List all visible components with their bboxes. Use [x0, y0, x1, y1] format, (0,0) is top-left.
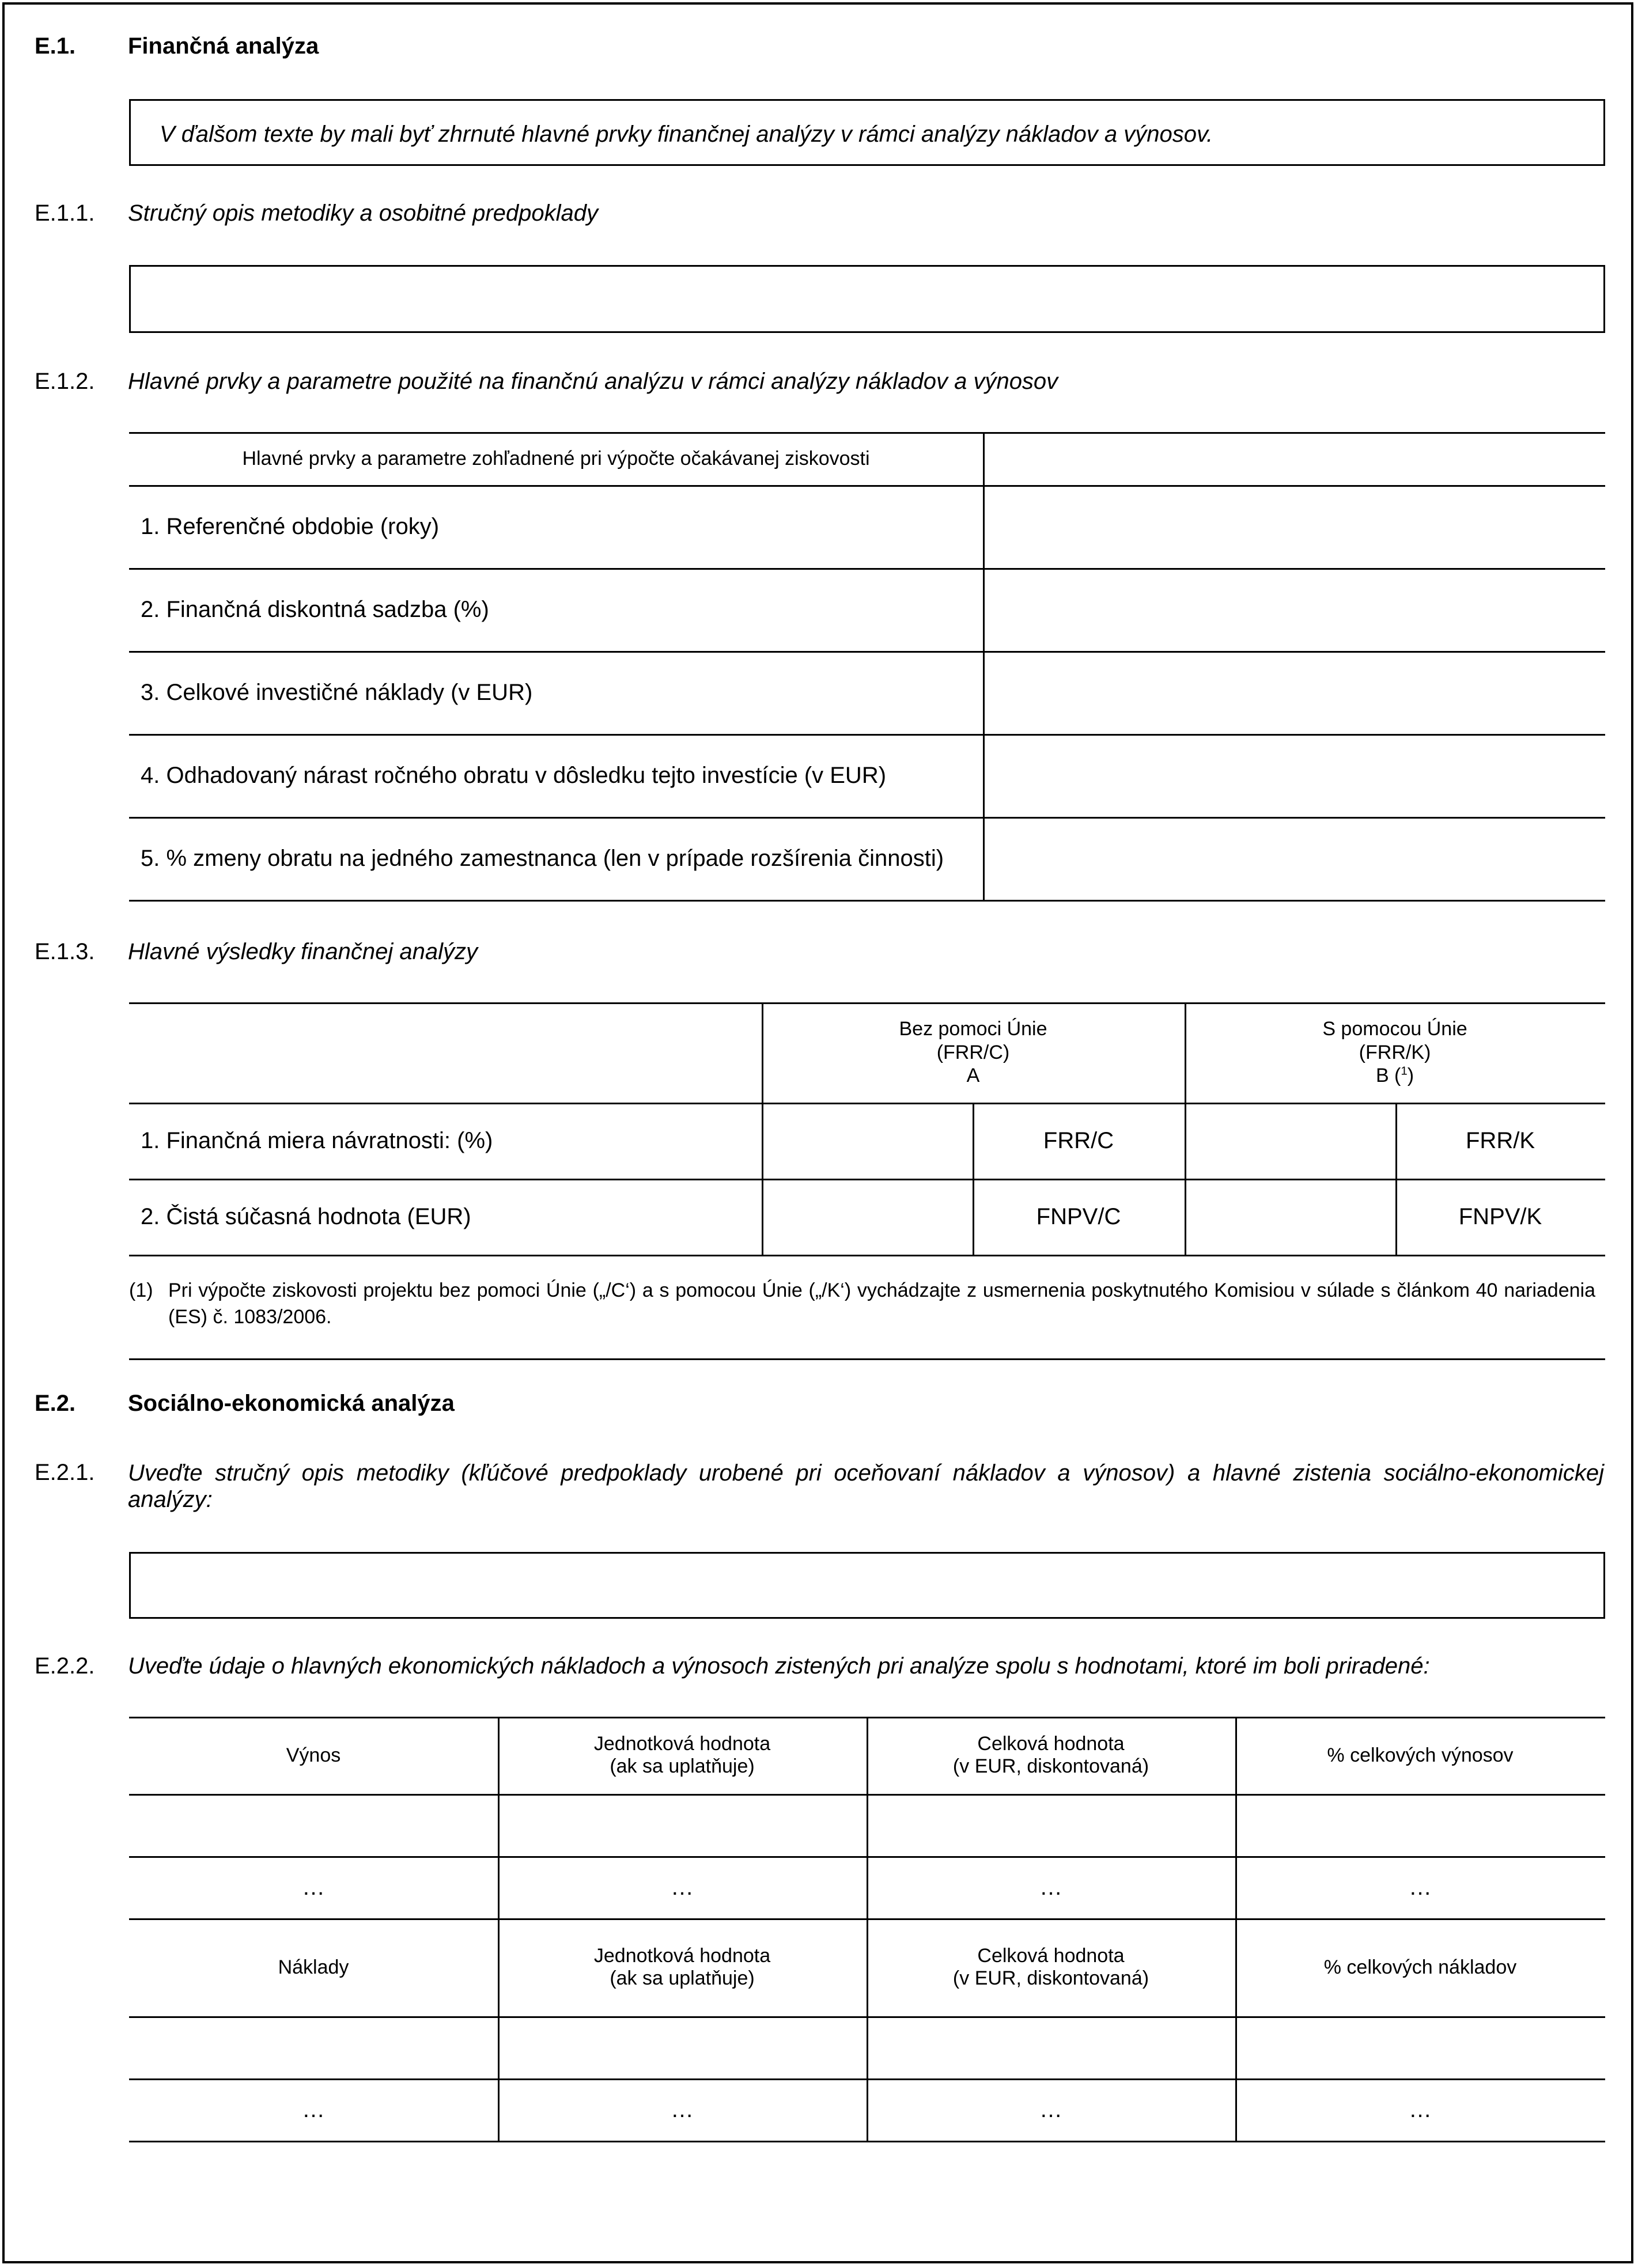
- e12-table-header: Hlavné prvky a parametre zohľadnené pri výpočte očakávanej ziskovosti: [242, 447, 870, 469]
- e13-col-b-header: [1185, 1002, 1605, 1103]
- e13-col-b-line1: S pomocou Únie: [1322, 1017, 1467, 1040]
- e12-row-1-value[interactable]: [985, 487, 1605, 568]
- e12-row-1-label: 1. Referenčné obdobie (roky): [141, 513, 440, 539]
- section-e22-number: E.2.2.: [35, 1653, 95, 1679]
- section-e1-number: E.1.: [35, 33, 76, 59]
- e13-row-1-a-label: FRR/C: [1043, 1127, 1114, 1153]
- section-e12-title: Hlavné prvky a parametre použité na finančnú analýzu v rámci analýzy nákladov a výnosov: [128, 369, 1058, 394]
- revenue-row-1-cell-3[interactable]: [868, 1796, 1235, 1856]
- e13-footnote-text: Pri výpočte ziskovosti projektu bez pomoci Únie („/C‘) a s pomocou Únie („/K‘) vychádzajte z usmernenia poskytnutého Komisiou v súlade s článkom 40 nariadenia (ES) č. 1083/2006.: [168, 1279, 1595, 1328]
- e13-col-b-footnote-ref: 1: [1401, 1065, 1408, 1078]
- cost-header-col1: Náklady: [278, 1956, 349, 1978]
- revenue-ellipsis-4: …: [1409, 1874, 1432, 1900]
- section-e21-number: E.2.1.: [35, 1460, 95, 1485]
- e12-row-3-label: 3. Celkové investičné náklady (v EUR): [141, 679, 533, 705]
- e11-input-box[interactable]: [129, 265, 1605, 333]
- e13-row-2-b-label: FNPV/K: [1458, 1203, 1542, 1229]
- e13-row-2-b-value[interactable]: [1186, 1180, 1395, 1255]
- e21-input-box[interactable]: [129, 1552, 1605, 1619]
- cost-header-col2: Jednotková hodnota (ak sa uplatňuje): [593, 1945, 771, 1989]
- e13-row-2-label: 2. Čistá súčasná hodnota (EUR): [141, 1203, 471, 1229]
- section-e12-number: E.1.2.: [35, 369, 95, 394]
- e13-row-1-b-value[interactable]: [1186, 1104, 1395, 1179]
- section-e11-number: E.1.1.: [35, 200, 95, 226]
- e13-row-1-a-value[interactable]: [763, 1104, 973, 1179]
- e12-row-4-label: 4. Odhadovaný nárast ročného obratu v dôsledku tejto investície (v EUR): [141, 762, 887, 788]
- e12-row-2-value[interactable]: [985, 570, 1605, 651]
- e12-row-5-label: 5. % zmeny obratu na jedného zamestnanca (len v prípade rozšírenia činnosti): [141, 845, 944, 871]
- revenue-row-1-cell-1[interactable]: [131, 1796, 498, 1856]
- revenue-ellipsis-3: …: [1039, 1874, 1062, 1900]
- e1-info-text: V ďalšom texte by mali byť zhrnuté hlavné prvky finančnej analýzy v rámci analýzy nákladov a výnosov.: [160, 122, 1213, 147]
- cost-header-col4: % celkových nákladov: [1323, 1956, 1517, 1978]
- e13-col-a-line1: Bez pomoci Únie: [899, 1017, 1047, 1040]
- e13-col-b-line2: (FRR/K): [1359, 1041, 1431, 1063]
- e13-col-a-header: [762, 1002, 1185, 1103]
- e12-row-4-value[interactable]: [985, 736, 1605, 817]
- cost-row-1-cell-2[interactable]: [500, 2018, 867, 2078]
- cost-ellipsis-3: …: [1039, 2096, 1062, 2122]
- section-e2-title: Sociálno-ekonomická analýza: [128, 1391, 455, 1416]
- e13-row-2-a-label: FNPV/C: [1036, 1203, 1121, 1229]
- revenue-header-col1: Výnos: [286, 1744, 341, 1766]
- e12-row-5-value[interactable]: [985, 819, 1605, 900]
- cost-row-1-cell-4[interactable]: [1237, 2018, 1605, 2078]
- e13-col-b-line3-end: ): [1407, 1065, 1414, 1087]
- e13-col-a-line3: A: [966, 1065, 980, 1087]
- e13-footnote-mark: (1): [129, 1279, 153, 1301]
- section-e11-title: Stručný opis metodiky a osobitné predpoklady: [128, 200, 599, 226]
- section-e1-title: Finančná analýza: [128, 33, 319, 59]
- footnote-divider: [129, 1358, 1605, 1360]
- e13-row-1-b-label: FRR/K: [1466, 1127, 1535, 1153]
- section-e21-title: Uveďte stručný opis metodiky (kľúčové predpoklady urobené pri oceňovaní nákladov a výnosov) a hlavné zistenia sociálno-ekonomickej analýzy:: [128, 1460, 1604, 1512]
- section-e13-number: E.1.3.: [35, 939, 95, 964]
- section-e13-title: Hlavné výsledky finančnej analýzy: [128, 939, 478, 964]
- revenue-row-1-cell-4[interactable]: [1237, 1796, 1605, 1856]
- e13-row-1-label: 1. Finančná miera návratnosti: (%): [141, 1127, 493, 1153]
- revenue-header-col4: % celkových výnosov: [1327, 1744, 1514, 1766]
- revenue-ellipsis-2: …: [671, 1874, 694, 1900]
- cost-ellipsis-1: …: [302, 2096, 325, 2122]
- e1-info-box: [129, 99, 1605, 166]
- e13-footnote: [129, 1278, 1595, 1331]
- cost-row-1-cell-1[interactable]: [131, 2018, 498, 2078]
- e12-row-3-value[interactable]: [985, 653, 1605, 734]
- revenue-row-1-cell-2[interactable]: [500, 1796, 867, 1856]
- e13-col-b-line3: B (: [1375, 1065, 1401, 1087]
- e13-col-a-line2: (FRR/C): [936, 1041, 1010, 1063]
- revenue-ellipsis-1: …: [302, 1874, 325, 1900]
- section-e22-title: Uveďte údaje o hlavných ekonomických nákladoch a výnosoch zistených pri analýze spolu s hodnotami, ktoré im boli priradené:: [128, 1653, 1430, 1679]
- cost-row-1-cell-3[interactable]: [868, 2018, 1235, 2078]
- revenue-header-col3: Celková hodnota (v EUR, diskontovaná): [952, 1733, 1149, 1777]
- cost-header-col3: Celková hodnota (v EUR, diskontovaná): [952, 1945, 1149, 1989]
- e12-row-2-label: 2. Finančná diskontná sadzba (%): [141, 596, 489, 622]
- e13-row-2-a-value[interactable]: [763, 1180, 973, 1255]
- revenue-header-col2: Jednotková hodnota (ak sa uplatňuje): [593, 1733, 771, 1777]
- section-e2-number: E.2.: [35, 1391, 76, 1416]
- cost-ellipsis-4: …: [1409, 2096, 1432, 2122]
- cost-ellipsis-2: …: [671, 2096, 694, 2122]
